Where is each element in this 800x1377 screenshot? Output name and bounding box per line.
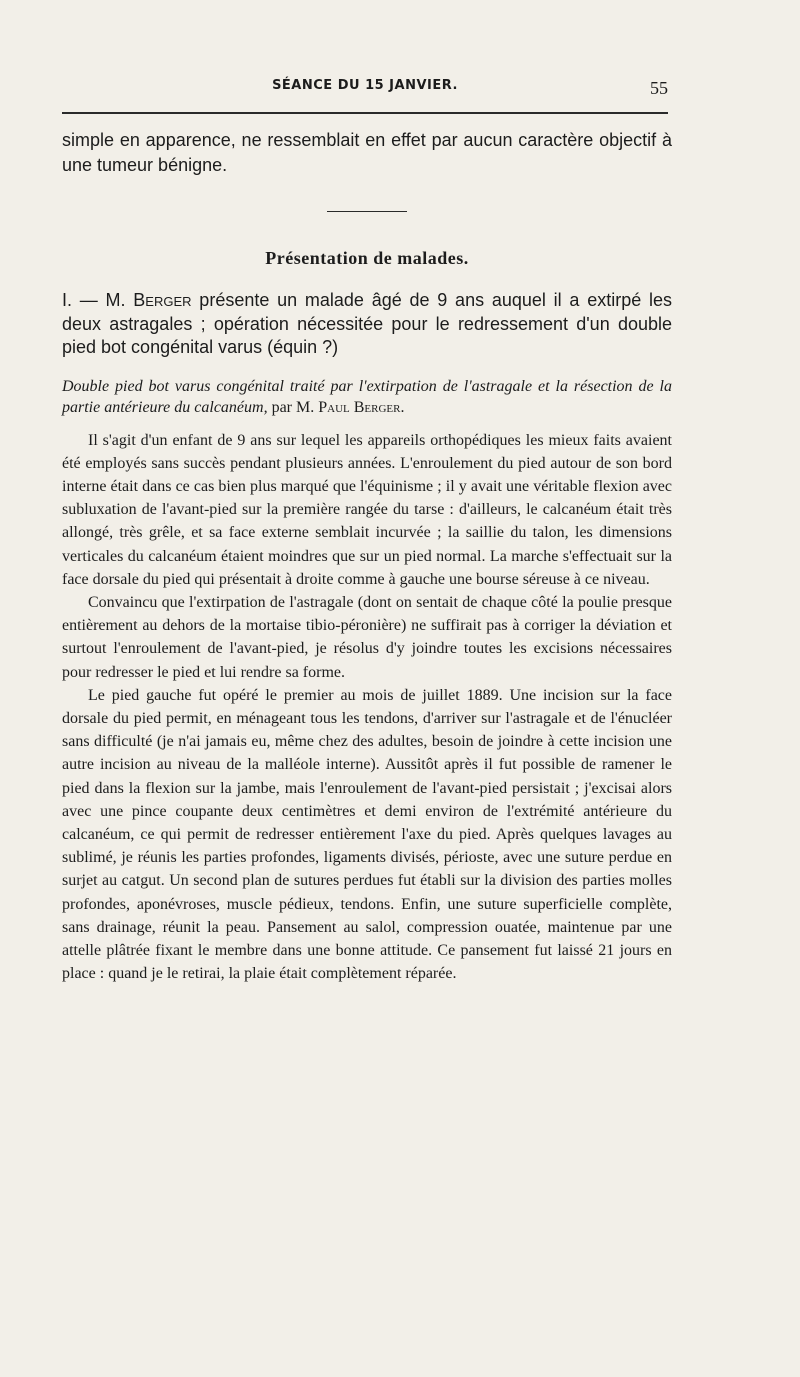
page-number: 55 bbox=[650, 78, 668, 98]
body-paragraph-1: Il s'agit d'un enfant de 9 ans sur lequel les appareils orthopédiques les mieux faits avaient été employés sans succès pendant plusieurs années. L'enroulement du pied autour de son bord interne était dans ce cas bien plus marqué que l'équinisme ; il y avait une véritable flexion avec subluxation de l'avant-pied sur la première rangée du tarse : d'ailleurs, le calcanéum était très allongé, très grêle, et sa face externe semblait incurvée ; la saillie du talon, les dimensions verticales du calcanéum étaient moindres que sur un pied normal. La marche s'effectuait sur la face dorsale du pied qui présentait à droite comme à gauche une bourse séreuse à ce niveau. bbox=[62, 431, 672, 588]
body-paragraph-3: Le pied gauche fut opéré le premier au mois de juillet 1889. Une incision sur la face dorsale du pied permit, en ménageant tous les tendons, d'arriver sur l'astragale et de l'énucléer sans difficulté (je n'ai jamais eu, même chez des adultes, besoin de joindre à cette incision une autre incision au niveau de la malléole interne). Aussitôt après il fut possible de ramener le pied dans la flexion sur la jambe, mais l'enroulement de l'avant-pied persistait ; j'excisai alors avec une pince coupante deux centimètres et demi environ de l'extrémité antérieure du calcanéum, ce qui permit de redresser entièrement l'axe du pied. Après quelques lavages au sublimé, je réunis les parties profondes, ligaments divisés, périoste, avec une suture perdue en surjet au catgut. Un second plan de sutures perdues fut établi sur la division des parties molles profondes, aponévroses, muscle pédieux, tendons. Enfin, une suture superficielle complète, sans drainage, réunit la peau. Pansement au salol, compression ouatée, maintenue par une attelle plâtrée fixant le membre dans une bonne attitude. Ce pansement fut laissé 21 jours en place : quand je le retirai, la plaie était complètement réparée. bbox=[62, 686, 672, 983]
case-title bbox=[62, 376, 672, 419]
presentation-item-1 bbox=[62, 289, 672, 360]
case-title-italic: Double pied bot varus congénital traité par l'extirpation de l'astragale et la résection de la partie antérieure du calcanéum, bbox=[62, 377, 672, 416]
section-divider bbox=[327, 211, 407, 212]
case-title-author: Paul Berger. bbox=[318, 399, 405, 416]
running-title: SÉANCE DU 15 JANVIER. bbox=[272, 78, 458, 93]
item-author: Berger bbox=[133, 290, 192, 310]
header-rule bbox=[62, 112, 668, 114]
item-prefix: I. — M. bbox=[62, 290, 134, 310]
intro-paragraph: simple en apparence, ne ressemblait en effet par aucun caractère objectif à une tumeur bénigne. bbox=[62, 130, 672, 175]
item-text: présente un malade âgé de 9 ans auquel il a extirpé les deux astragales ; opération nécessitée pour le redressement d'un double pied bot congénital varus (équin ?) bbox=[62, 290, 672, 357]
case-title-by: par M. bbox=[267, 399, 319, 416]
section-heading: Présentation de malades. bbox=[265, 248, 469, 268]
page-content bbox=[62, 128, 672, 985]
body-paragraph-2: Convaincu que l'extirpation de l'astragale (dont on sentait de chaque côté la poulie presque entièrement au dehors de la mortaise tibio-péronière) ne suffirait pas à corriger la déviation et surtout l'enroulement de l'avant-pied, je résolus d'y joindre toutes les excisions nécessaires pour redresser le pied et lui rendre sa forme. bbox=[62, 593, 672, 681]
page-header bbox=[62, 78, 668, 102]
